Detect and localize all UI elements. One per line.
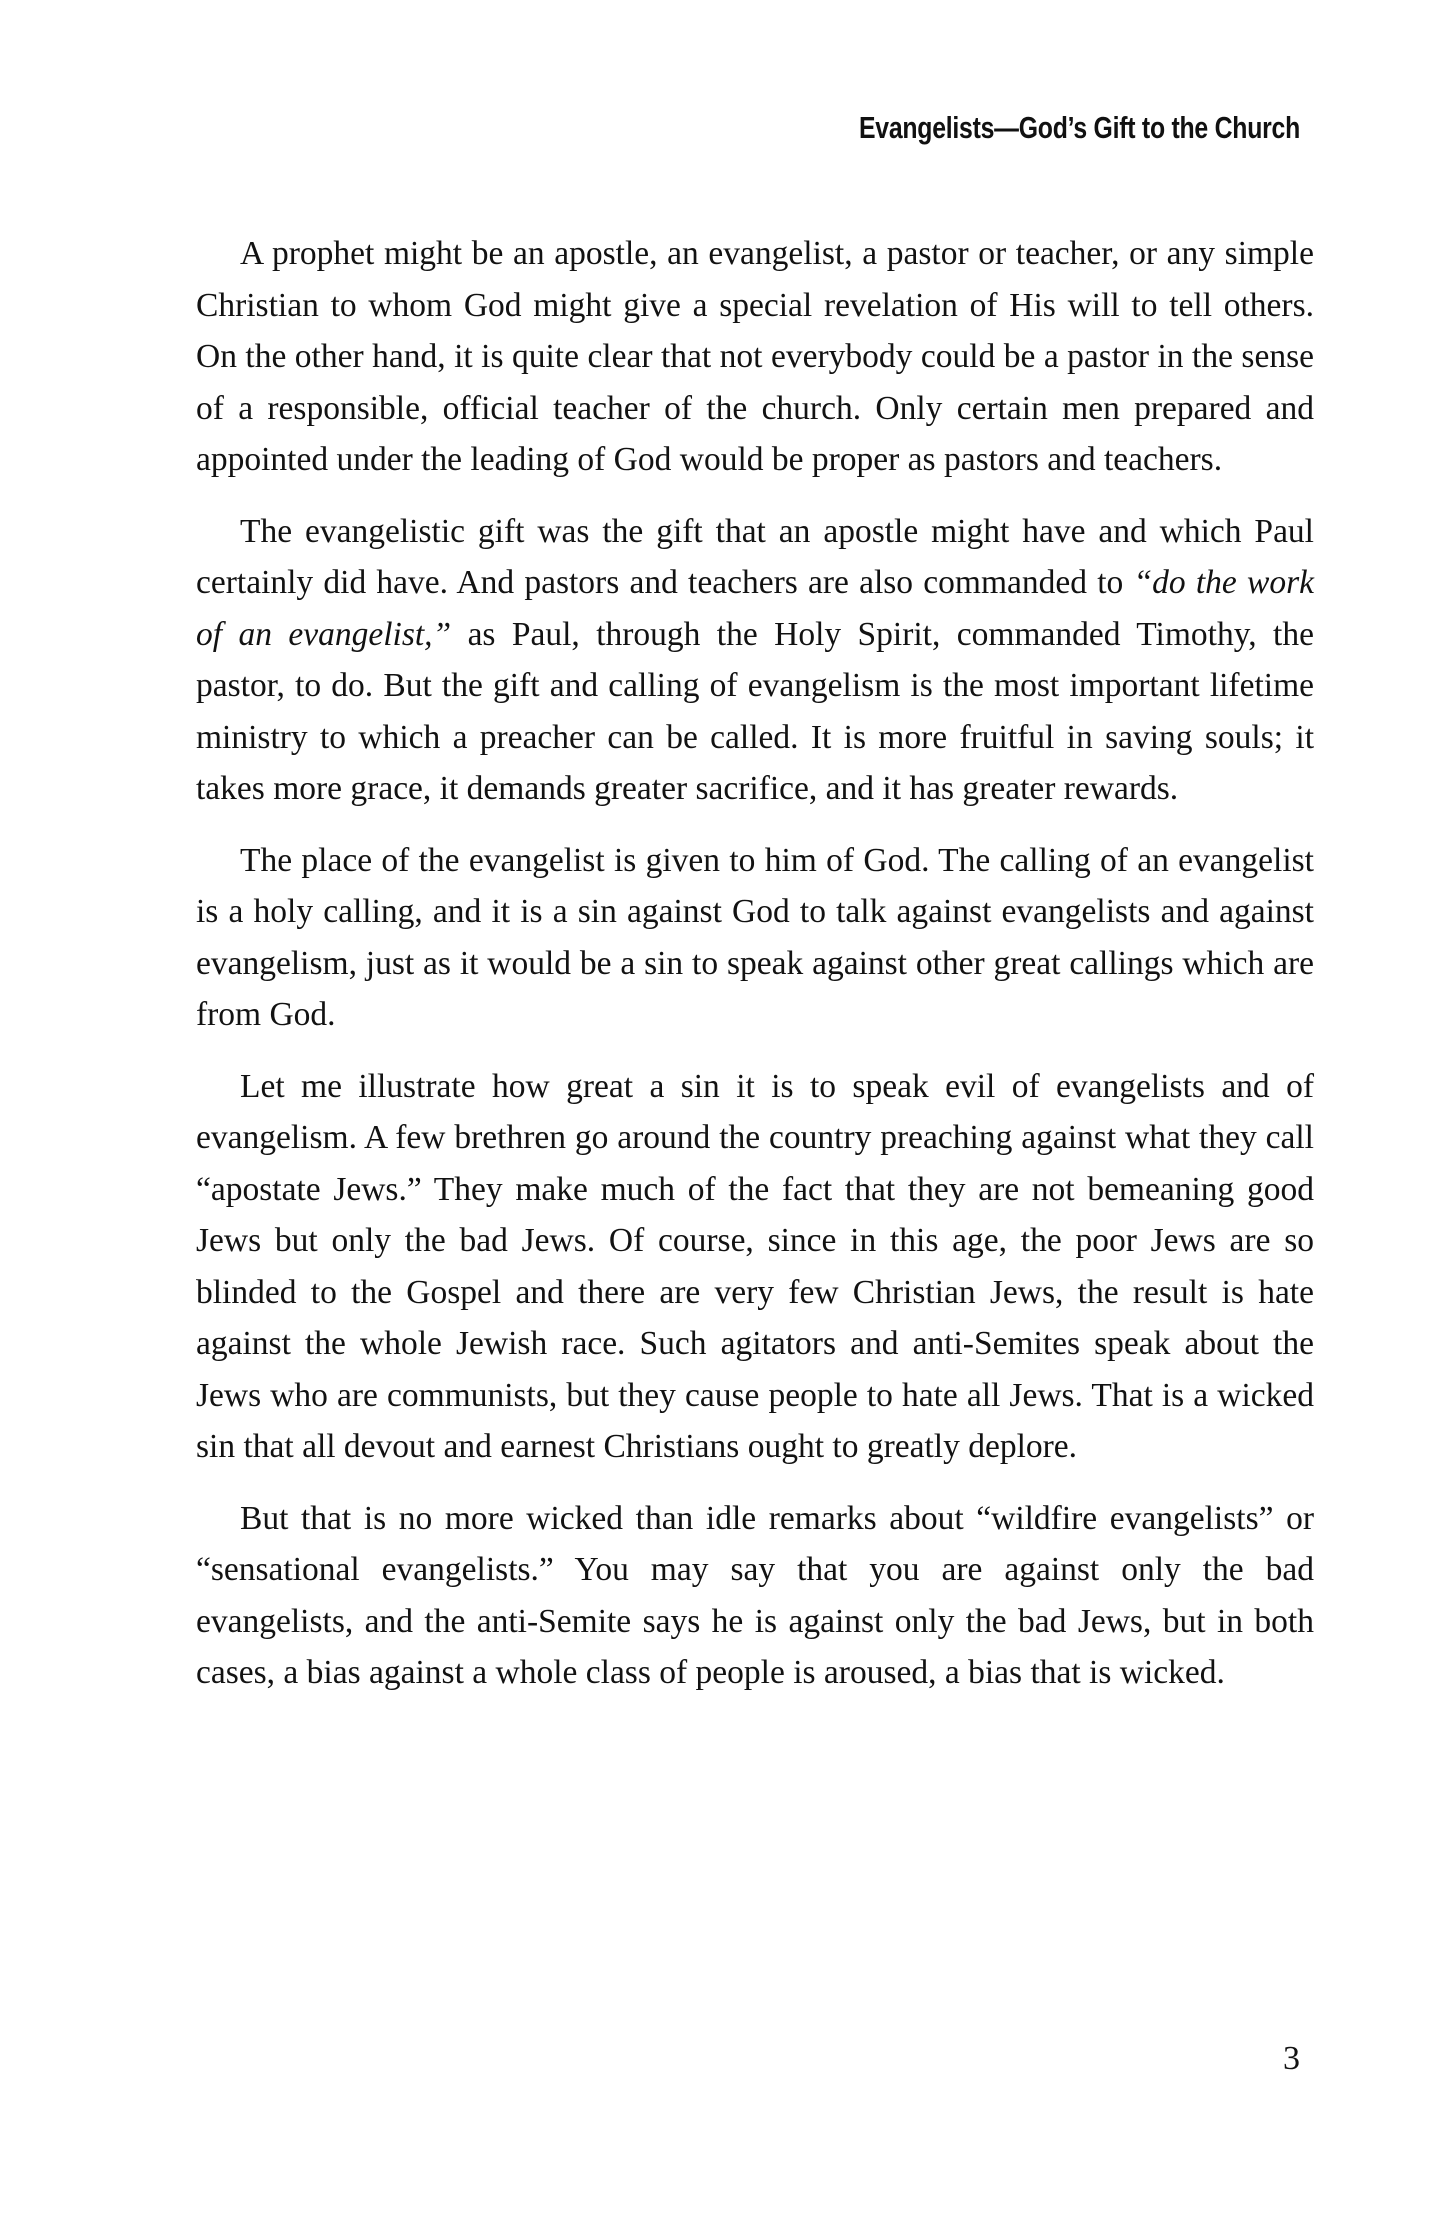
paragraph-2-italic-quotation: “do the work of an evangelist,” — [196, 564, 1314, 653]
body-text-column — [196, 228, 1314, 1699]
body-paragraph-2 — [196, 506, 1314, 815]
running-header-title: Evangelists—God’s Gift to the Church — [858, 110, 1300, 145]
paragraph-2-segment-roman-lead: The evangelistic gift was the gift that an apostle might have and which Paul certainly did have. And pastors and teachers are also commanded to — [196, 512, 1314, 601]
body-paragraph-5: But that is no more wicked than idle remarks about “wildfire evangelists” or “sensational evangelists.” You may say that you are against only the bad evangelists, and the anti-Semite says he is against only the bad Jews, but in both cases, a bias against a whole class of people is aroused, a bias that is wicked. — [196, 1499, 1314, 1691]
body-paragraph-1: A prophet might be an apostle, an evangelist, a pastor or teacher, or any simple Christian to whom God might give a special revelation of His will to tell others. On the other hand, it is quite clear that not everybody could be a pastor in the sense of a responsible, official teacher of the church. Only certain men prepared and appointed under the leading of God would be proper as pastors and teachers. — [196, 235, 1314, 478]
body-paragraph-3: The place of the evangelist is given to him of God. The calling of an evangelist is a holy calling, and it is a sin against God to talk against evangelists and against evangelism, just as it would be a sin to speak against other great callings which are from God. — [196, 841, 1314, 1033]
paragraph-2-segment-roman-tail: as Paul, through the Holy Spirit, commanded Timothy, the pastor, to do. But the gift and calling of evangelism is the most important lifetime ministry to which a preacher can be called. It is more fruitful in saving souls; it takes more grace, it demands greater sacrifice, and it has greater rewards. — [196, 615, 1314, 807]
body-paragraph-4: Let me illustrate how great a sin it is to speak evil of evangelists and of evangelism. A few brethren go around the country preaching against what they call “apostate Jews.” They make much of the fact that they are not bemeaning good Jews but only the bad Jews. Of course, since in this age, the poor Jews are so blinded to the Gospel and there are very few Christian Jews, the result is hate against the whole Jewish race. Such agitators and anti-Semites speak about the Jews who are communists, but they cause people to hate all Jews. That is a wicked sin that all devout and earnest Christians ought to greatly deplore. — [196, 1067, 1314, 1465]
page-number: 3 — [1283, 2040, 1300, 2077]
